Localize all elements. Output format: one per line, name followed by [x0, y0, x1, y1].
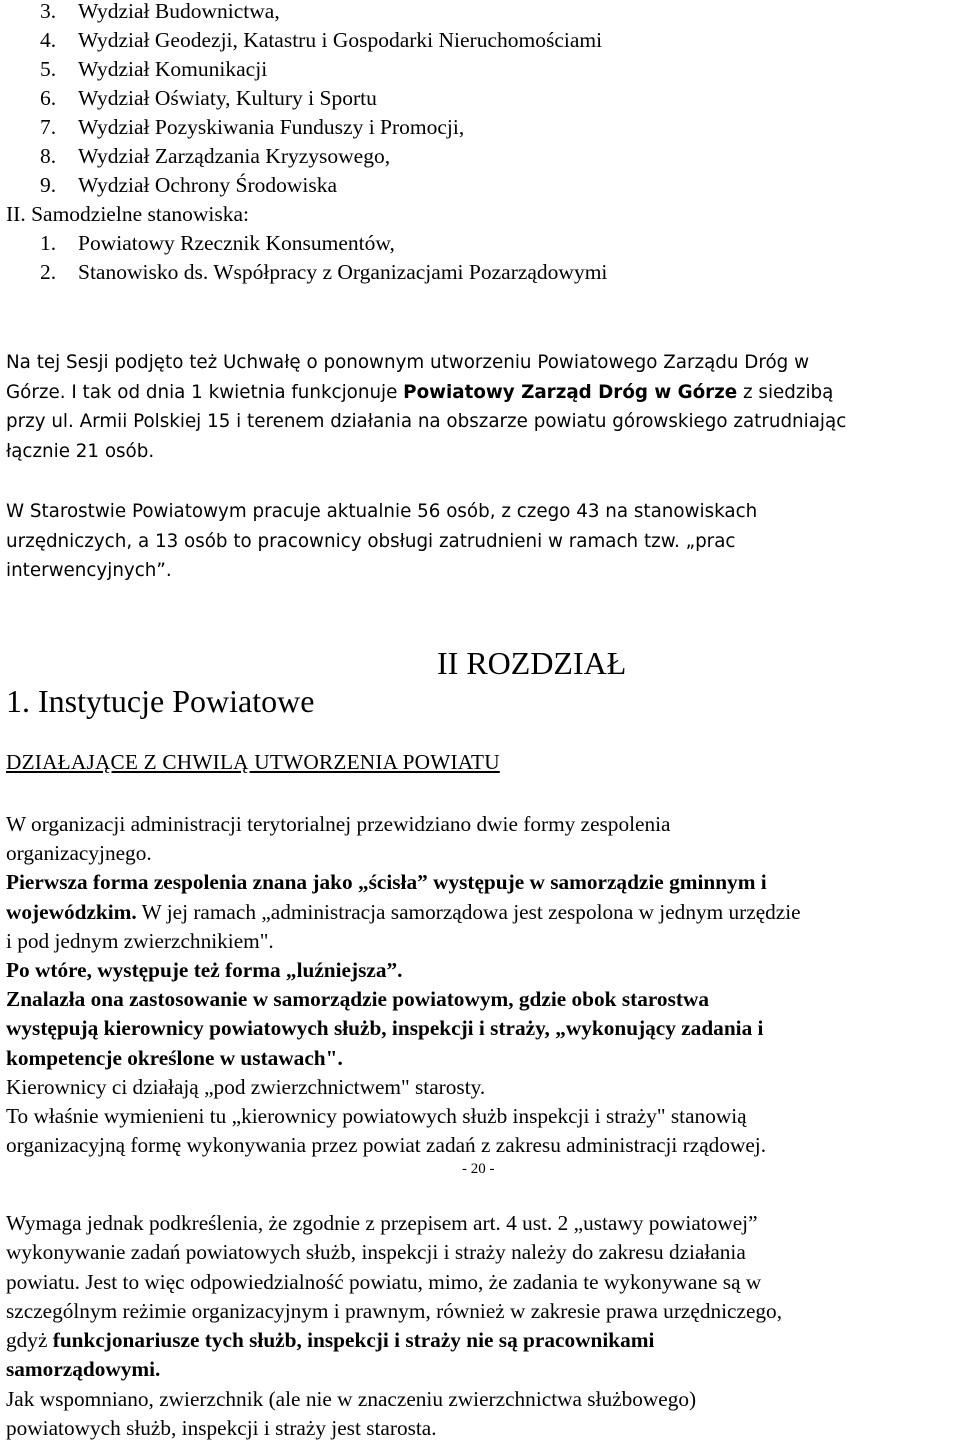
text-line: i pod jednym zwierzchnikiem".: [6, 928, 274, 953]
list-item: 9. Wydział Ochrony Środowiska: [40, 173, 338, 197]
text-line: W organizacji administracji terytorialnej przewidziano dwie formy zespolenia: [6, 812, 671, 836]
text-line: wojewódzkim. W jej ramach „administracja samorządowa jest zespolona w jednym urzędzie: [6, 899, 801, 924]
section-heading-ii: II. Samodzielne stanowiska:: [6, 202, 250, 226]
text-line: Górze. I tak od dnia 1 kwietnia funkcjonuje Powiatowy Zarząd Dróg w Górze z siedzibą: [6, 381, 834, 403]
text-line: powiatu. Jest to więc odpowiedzialność powiatu, mimo, że zadania te wykonywane są w: [6, 1269, 762, 1294]
list-item: 7. Wydział Pozyskiwania Funduszy i Promocji,: [40, 115, 465, 139]
text-line: Znalazła ona zastosowanie w samorządzie powiatowym, gdzie obok starostwa: [6, 987, 709, 1012]
text-line: samorządowymi.: [6, 1357, 161, 1382]
text-line: łącznie 21 osób.: [6, 441, 155, 463]
text-line: urzędniczych, a 13 osób to pracownicy obsługi zatrudnieni w ramach tzw. „prac: [6, 530, 736, 552]
list-item: 3. Wydział Budownictwa,: [40, 0, 280, 23]
list-item: 5. Wydział Komunikacji: [40, 57, 268, 81]
list-item: 8. Wydział Zarządzania Kryzysowego,: [40, 144, 391, 168]
list-item: 6. Wydział Oświaty, Kultury i Sportu: [40, 86, 377, 110]
subheading: DZIAŁAJĄCE Z CHWILĄ UTWORZENIA POWIATU: [6, 750, 500, 774]
list-item: 2. Stanowisko ds. Współpracy z Organizacjami Pozarządowymi: [40, 260, 608, 284]
text-line: występują kierownicy powiatowych służb, inspekcji i straży, „wykonujący zadania i: [6, 1016, 764, 1041]
text-line: szczególnym reżimie organizacyjnym i prawnym, również w zakresie prawa urzędniczego,: [6, 1298, 783, 1323]
text-line: W Starostwie Powiatowym pracuje aktualnie 56 osób, z czego 43 na stanowiskach: [6, 501, 758, 522]
text-line: przy ul. Armii Polskiej 15 i terenem działania na obszarze powiatu górowskiego zatrudniając: [6, 411, 847, 433]
text-line: kompetencje określone w ustawach".: [6, 1045, 343, 1070]
paragraph-responsibility: [6, 1209, 956, 1443]
text-line: organizacyjną formę wykonywania przez powiat zadań z zakresu administracji rządowej.: [6, 1133, 767, 1158]
chapter-title: II ROZDZIAŁ: [437, 645, 627, 681]
paragraph-staff: [6, 497, 956, 586]
list-item: 1. Powiatowy Rzecznik Konsumentów,: [40, 231, 395, 255]
list-item: 4. Wydział Geodezji, Katastru i Gospodarki Nieruchomościami: [40, 28, 603, 52]
paragraph-integration: [6, 810, 956, 1160]
text-line: powiatowych służb, inspekcji i straży jest starosta.: [6, 1416, 437, 1441]
text-line: Pierwsza forma zespolenia znana jako „ścisła” występuje w samorządzie gminnym i: [6, 870, 767, 895]
text-line: Po wtóre, występuje też forma „luźniejsza”.: [6, 958, 403, 983]
text-line: wykonywanie zadań powiatowych służb, inspekcji i straży należy do zakresu działania: [6, 1240, 746, 1265]
text-line: Jak wspomniano, zwierzchnik (ale nie w znaczeniu zwierzchnictwa służbowego): [6, 1386, 697, 1411]
text-line: To właśnie wymienieni tu „kierownicy powiatowych służb inspekcji i straży" stanowią: [6, 1104, 747, 1129]
page-number: - 20 -: [462, 1161, 495, 1177]
text-line: Wymaga jednak podkreślenia, że zgodnie z przepisem art. 4 ust. 2 „ustawy powiatowej”: [6, 1211, 758, 1235]
section-title: 1. Instytucje Powiatowe: [6, 683, 315, 719]
text-line: interwencyjnych”.: [6, 560, 172, 582]
paragraph-road-authority: [6, 348, 956, 467]
text-line: Kierownicy ci działają „pod zwierzchnictwem" starosty.: [6, 1074, 486, 1099]
text-line: gdyż funkcjonariusze tych służb, inspekcji i straży nie są pracownikami: [6, 1328, 655, 1353]
text-line: Na tej Sesji podjęto też Uchwałę o ponownym utworzeniu Powiatowego Zarządu Dróg w: [6, 352, 810, 373]
text-line: organizacyjnego.: [6, 841, 152, 866]
